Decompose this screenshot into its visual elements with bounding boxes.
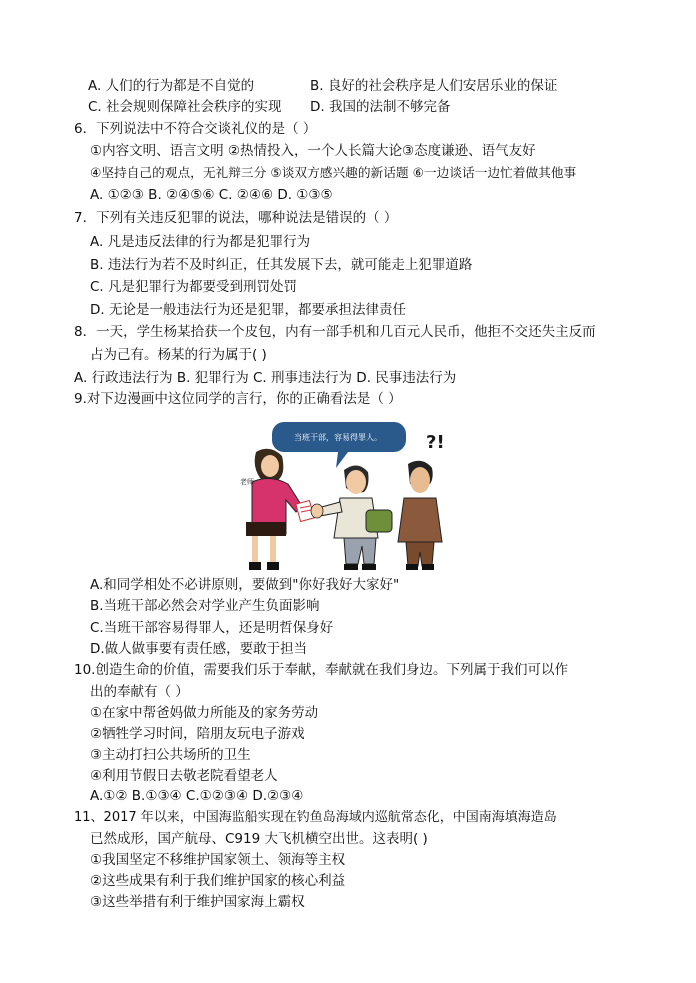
teacher-tag: 老师 bbox=[240, 478, 254, 486]
classmate-figure bbox=[398, 461, 442, 570]
q11-item-3: ③这些举措有利于维护国家海上霸权 bbox=[90, 894, 305, 910]
q6-stem: 6．下列说法中不符合交谈礼仪的是（ ） bbox=[74, 121, 317, 137]
teacher-figure bbox=[240, 449, 314, 570]
q5-option-d: D. 我国的法制不够完备 bbox=[310, 99, 451, 115]
q6-options: A. ①②③ B. ②④⑤⑥ C. ②④⑥ D. ①③⑤ bbox=[90, 187, 333, 203]
q11-stem-line-1: 11、2017 年以来，中国海监船实现在钓鱼岛海域内巡航常态化，中国南海填海造岛 bbox=[74, 810, 557, 825]
q11-item-1: ①我国坚定不移维护国家领土、领海等主权 bbox=[90, 852, 346, 868]
q10-options: A.①② B.①③④ C.①②③④ D.②③④ bbox=[90, 788, 304, 804]
q10-item-3: ③主动打扫公共场所的卫生 bbox=[90, 747, 251, 763]
q8-stem-line-2: 占为己有。杨某的行为属于( ) bbox=[90, 347, 267, 363]
q8-stem-line-1: 8．一天，学生杨某拾获一个皮包，内有一部手机和几百元人民币，他拒不交还失主反而 bbox=[74, 324, 596, 340]
q11-stem-line-2: 已然成形，国产航母、C919 大飞机横空出世。这表明( ) bbox=[90, 831, 428, 847]
q7-option-a: A. 凡是违反法律的行为都是犯罪行为 bbox=[90, 234, 311, 250]
q7-stem: 7．下列有关违反犯罪的说法，哪种说法是错误的（ ） bbox=[74, 210, 398, 226]
q7-option-b: B. 违法行为若不及时纠正，任其发展下去，就可能走上犯罪道路 bbox=[90, 257, 473, 273]
q10-stem-line-1: 10.创造生命的价值，需要我们乐于奉献，奉献就在我们身边。下列属于我们可以作 bbox=[74, 662, 568, 678]
q10-item-1: ①在家中帮爸妈做力所能及的家务劳动 bbox=[90, 705, 319, 721]
question-exclaim-marks: ?! bbox=[426, 432, 445, 453]
q9-stem: 9.对下边漫画中这位同学的言行，你的正确看法是（ ） bbox=[74, 391, 402, 407]
q9-option-d: D.做人做事要有责任感，要敢于担当 bbox=[90, 641, 308, 657]
q7-option-c: C. 凡是犯罪行为都要受到刑罚处罚 bbox=[90, 279, 298, 295]
q10-item-2: ②牺牲学习时间，陪朋友玩电子游戏 bbox=[90, 726, 305, 742]
q9-option-a: A.和同学相处不必讲原则，要做到"你好我好大家好" bbox=[90, 577, 400, 593]
q6-line-1: ①内容文明、语言文明 ②热情投入，一个人长篇大论③态度谦逊、语气友好 bbox=[90, 143, 536, 159]
q6-line-2: ④坚持自己的观点，无礼辩三分 ⑤谈双方感兴趣的新话题 ⑥一边谈话一边忙着做其他事 bbox=[90, 165, 577, 180]
cartoon-illustration bbox=[226, 418, 470, 572]
speech-bubble-text: 当班干部，容易得罪人。 bbox=[294, 433, 382, 442]
student-figure bbox=[311, 465, 392, 570]
q10-item-4: ④利用节假日去敬老院看望老人 bbox=[90, 768, 278, 784]
q11-item-2: ②这些成果有利于我们维护国家的核心利益 bbox=[90, 873, 346, 889]
q7-option-d: D. 无论是一般违法行为还是犯罪，都要承担法律责任 bbox=[90, 302, 406, 318]
q8-options: A. 行政违法行为 B. 犯罪行为 C. 刑事违法行为 D. 民事违法行为 bbox=[74, 370, 457, 386]
q9-option-c: C.当班干部容易得罪人，还是明哲保身好 bbox=[90, 620, 334, 636]
q5-option-b: B. 良好的社会秩序是人们安居乐业的保证 bbox=[310, 78, 558, 94]
q10-stem-line-2: 出的奉献有（ ） bbox=[90, 684, 189, 700]
q5-option-c: C. 社会规则保障社会秩序的实现 bbox=[88, 99, 282, 115]
q5-option-a: A. 人们的行为都是不自觉的 bbox=[88, 78, 255, 94]
q9-option-b: B.当班干部必然会对学业产生负面影响 bbox=[90, 598, 320, 614]
speech-bubble bbox=[272, 422, 406, 468]
